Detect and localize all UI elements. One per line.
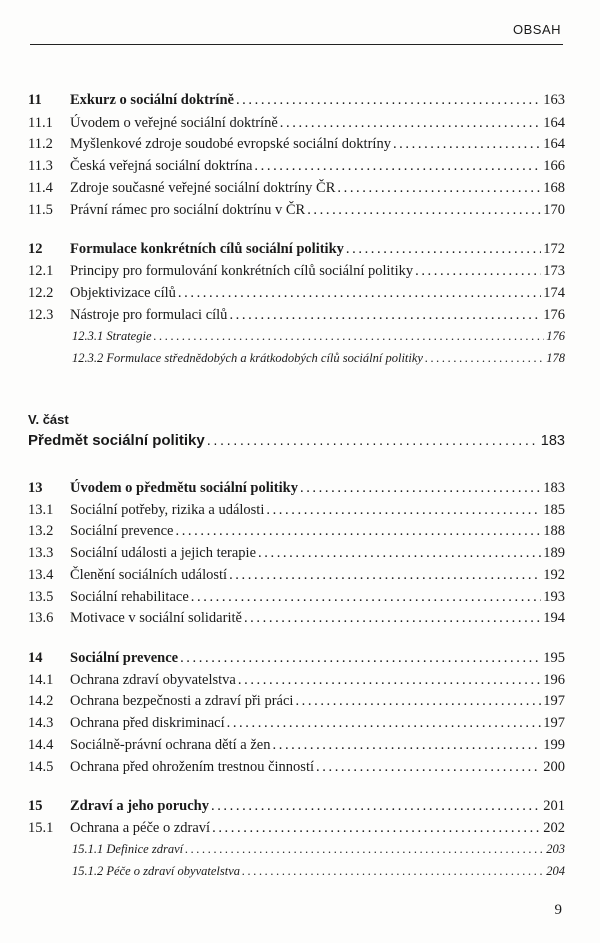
- toc-entry-number: 13.1: [28, 502, 54, 518]
- toc-entry-number: 15.1: [28, 820, 54, 836]
- toc-entry-number: 11: [28, 92, 42, 108]
- toc-entry-sub[interactable]: [72, 864, 565, 884]
- toc-entry-page: 195: [543, 650, 565, 666]
- toc-entry-section[interactable]: [28, 307, 565, 327]
- toc-entry-title: Nástroje pro formulaci cílů: [70, 307, 228, 323]
- leader-dots: [185, 842, 544, 857]
- toc-entry-number: 12: [28, 241, 43, 257]
- toc-entry-section[interactable]: [28, 589, 565, 609]
- toc-entry-page: 203: [546, 842, 565, 856]
- leader-dots: [180, 650, 541, 667]
- leader-dots: [175, 523, 541, 540]
- toc-entry-title: Členění sociálních událostí: [70, 567, 228, 583]
- toc-entry-title: Úvodem o předmětu sociální politiky: [70, 480, 298, 496]
- toc-entry-page: 164: [543, 136, 565, 152]
- toc-entry-chapter[interactable]: [28, 241, 565, 261]
- toc-entry-title: Sociální prevence: [70, 650, 179, 666]
- toc-entry-title: Sociálně-právní ochrana dětí a žen: [70, 737, 271, 753]
- toc-entry-page: 168: [543, 180, 565, 196]
- toc-entry-section[interactable]: [28, 715, 565, 735]
- toc-entry-chapter[interactable]: [28, 798, 565, 818]
- toc-entry-page: 192: [543, 567, 565, 583]
- toc-entry-page: 188: [543, 523, 565, 539]
- toc-entry-chapter[interactable]: [28, 92, 565, 112]
- toc-entry-section[interactable]: [28, 158, 565, 178]
- toc-entry-title: 12.3.1 Strategie: [72, 329, 152, 343]
- toc-entry-title: Ochrana bezpečnosti a zdraví při práci: [70, 693, 294, 709]
- toc-entry-page: 196: [543, 672, 565, 688]
- toc-entry-title: Formulace konkrétních cílů sociální politiky: [70, 241, 344, 257]
- toc-entry-number: 14: [28, 650, 43, 666]
- toc-entry-page: 199: [543, 737, 565, 753]
- toc-entry-page: 201: [543, 798, 565, 814]
- toc-entry-page: 163: [543, 92, 565, 108]
- toc-entry-section[interactable]: [28, 180, 565, 200]
- toc-entry-section[interactable]: [28, 672, 565, 692]
- toc-entry-number: 12.2: [28, 285, 54, 301]
- toc-entry-sub[interactable]: [72, 351, 565, 371]
- toc-entry-section[interactable]: [28, 567, 565, 587]
- toc-entry-title: Principy pro formulování konkrétních cílů sociální politiky: [70, 263, 414, 279]
- leader-dots: [229, 567, 541, 584]
- toc-entry-number: 13.3: [28, 545, 54, 561]
- toc-entry-number: 14.5: [28, 759, 54, 775]
- leader-dots: [273, 737, 542, 754]
- toc-entry-page: 170: [543, 202, 565, 218]
- leader-dots: [229, 307, 541, 324]
- toc-entry-section[interactable]: [28, 610, 565, 630]
- toc-entry-section[interactable]: [28, 502, 565, 522]
- toc-entry-title: 15.1.1 Definice zdraví: [72, 842, 184, 856]
- toc-entry-page: 204: [546, 864, 565, 878]
- toc-entry-section[interactable]: [28, 263, 565, 283]
- toc-entry-number: 11.3: [28, 158, 53, 174]
- toc-entry-section[interactable]: [28, 115, 565, 135]
- toc-entry-number: 13.4: [28, 567, 54, 583]
- toc-entry-number: 14.1: [28, 672, 54, 688]
- toc-entry-section[interactable]: [28, 545, 565, 565]
- leader-dots: [307, 202, 541, 219]
- toc-entry-title: Ochrana zdraví obyvatelstva: [70, 672, 236, 688]
- toc-entry-title: Zdroje současné veřejné sociální doktríny ČR: [70, 180, 336, 196]
- toc-entry-title: Předmět sociální politiky: [28, 432, 205, 449]
- leader-dots: [244, 610, 541, 627]
- toc-entry-chapter[interactable]: [28, 480, 565, 500]
- toc-entry-section[interactable]: [28, 136, 565, 156]
- toc-entry-page: 183: [540, 433, 565, 449]
- leader-dots: [254, 158, 541, 175]
- page-number: 9: [554, 902, 562, 918]
- leader-dots: [191, 589, 541, 606]
- toc-entry-number: 14.4: [28, 737, 54, 753]
- toc-entry-page: 185: [543, 502, 565, 518]
- toc-entry-section[interactable]: [28, 285, 565, 305]
- toc-entry-page: 172: [543, 241, 565, 257]
- toc-entry-title: Sociální rehabilitace: [70, 589, 189, 605]
- leader-dots: [346, 241, 541, 258]
- toc-entry-page: 193: [543, 589, 565, 605]
- toc-entry-page: 202: [543, 820, 565, 836]
- toc-entry-page: 200: [543, 759, 565, 775]
- toc-entry-page: 164: [543, 115, 565, 131]
- leader-dots: [266, 502, 541, 519]
- toc-entry-page: 166: [543, 158, 565, 174]
- toc-entry-number: 15: [28, 798, 43, 814]
- toc-entry-number: 13.5: [28, 589, 54, 605]
- toc-entry-page: 197: [543, 715, 565, 731]
- leader-dots: [207, 433, 539, 449]
- part-label: V. část: [28, 412, 69, 427]
- toc-entry-number: 14.2: [28, 693, 54, 709]
- toc-entry-title: 12.3.2 Formulace střednědobých a krátkodobých cílů sociální politiky: [72, 351, 423, 365]
- leader-dots: [300, 480, 541, 497]
- toc-entry-number: 13.6: [28, 610, 54, 626]
- toc-entry-title: Sociální potřeby, rizika a události: [70, 502, 265, 518]
- toc-entry-title: Motivace v sociální solidaritě: [70, 610, 242, 626]
- toc-entry-section[interactable]: [28, 202, 565, 222]
- toc-entry-title: Česká veřejná sociální doktrína: [70, 158, 253, 174]
- leader-dots: [415, 263, 541, 280]
- leader-dots: [242, 864, 544, 879]
- toc-entry-page: 189: [543, 545, 565, 561]
- toc-entry-number: 11.2: [28, 136, 53, 152]
- toc-entry-title: Objektivizace cílů: [70, 285, 176, 301]
- toc-entry-page: 194: [543, 610, 565, 626]
- toc-entry-title: Právní rámec pro sociální doktrínu v ČR: [70, 202, 306, 218]
- leader-dots: [212, 820, 541, 837]
- toc-entry-sub[interactable]: [72, 329, 565, 349]
- leader-dots: [178, 285, 541, 302]
- toc-entry-section[interactable]: [28, 523, 565, 543]
- toc-entry-page: 197: [543, 693, 565, 709]
- toc-entry-title: Ochrana před ohrožením trestnou činností: [70, 759, 315, 775]
- leader-dots: [425, 351, 544, 366]
- toc-entry-title: Sociální prevence: [70, 523, 174, 539]
- toc-entry-number: 12.1: [28, 263, 54, 279]
- toc-entry-title: Exkurz o sociální doktríně: [70, 92, 234, 108]
- leader-dots: [316, 759, 541, 776]
- toc-entry-page: 173: [543, 263, 565, 279]
- leader-dots: [280, 115, 541, 132]
- toc-entry-title: Sociální události a jejich terapie: [70, 545, 257, 561]
- toc-entry-title: 15.1.2 Péče o zdraví obyvatelstva: [72, 864, 241, 878]
- toc-entry-number: 14.3: [28, 715, 54, 731]
- toc-entry-number: 12.3: [28, 307, 54, 323]
- leader-dots: [393, 136, 541, 153]
- leader-dots: [337, 180, 541, 197]
- leader-dots: [211, 798, 541, 815]
- toc-entry-title: Ochrana a péče o zdraví: [70, 820, 211, 836]
- leader-dots: [236, 92, 541, 109]
- leader-dots: [295, 693, 541, 710]
- toc-entry-part[interactable]: [28, 432, 565, 452]
- toc-entry-section[interactable]: [28, 737, 565, 757]
- toc-entry-title: Zdraví a jeho poruchy: [70, 798, 209, 814]
- running-header-title: OBSAH: [512, 22, 561, 37]
- toc-entry-page: 176: [543, 307, 565, 323]
- toc-entry-page: 176: [546, 329, 565, 343]
- toc-entry-title: Úvodem o veřejné sociální doktríně: [70, 115, 278, 131]
- leader-dots: [154, 329, 545, 344]
- toc-entry-title: Ochrana před diskriminací: [70, 715, 225, 731]
- leader-dots: [258, 545, 541, 562]
- toc-entry-number: 13: [28, 480, 43, 496]
- leader-dots: [238, 672, 541, 689]
- toc-entry-title: Myšlenkové zdroje soudobé evropské sociální doktríny: [70, 136, 391, 152]
- toc-entry-page: 183: [543, 480, 565, 496]
- toc-entry-section[interactable]: [28, 820, 565, 840]
- toc-entry-sub[interactable]: [72, 842, 565, 862]
- toc-entry-number: 11.4: [28, 180, 53, 196]
- toc-entry-page: 174: [543, 285, 565, 301]
- leader-dots: [227, 715, 542, 732]
- toc-entry-section[interactable]: [28, 693, 565, 713]
- toc-entry-number: 13.2: [28, 523, 54, 539]
- toc-entry-chapter[interactable]: [28, 650, 565, 670]
- toc-entry-page: 178: [546, 351, 565, 365]
- toc-entry-number: 11.1: [28, 115, 53, 131]
- toc-entry-number: 11.5: [28, 202, 53, 218]
- toc-entry-section[interactable]: [28, 759, 565, 779]
